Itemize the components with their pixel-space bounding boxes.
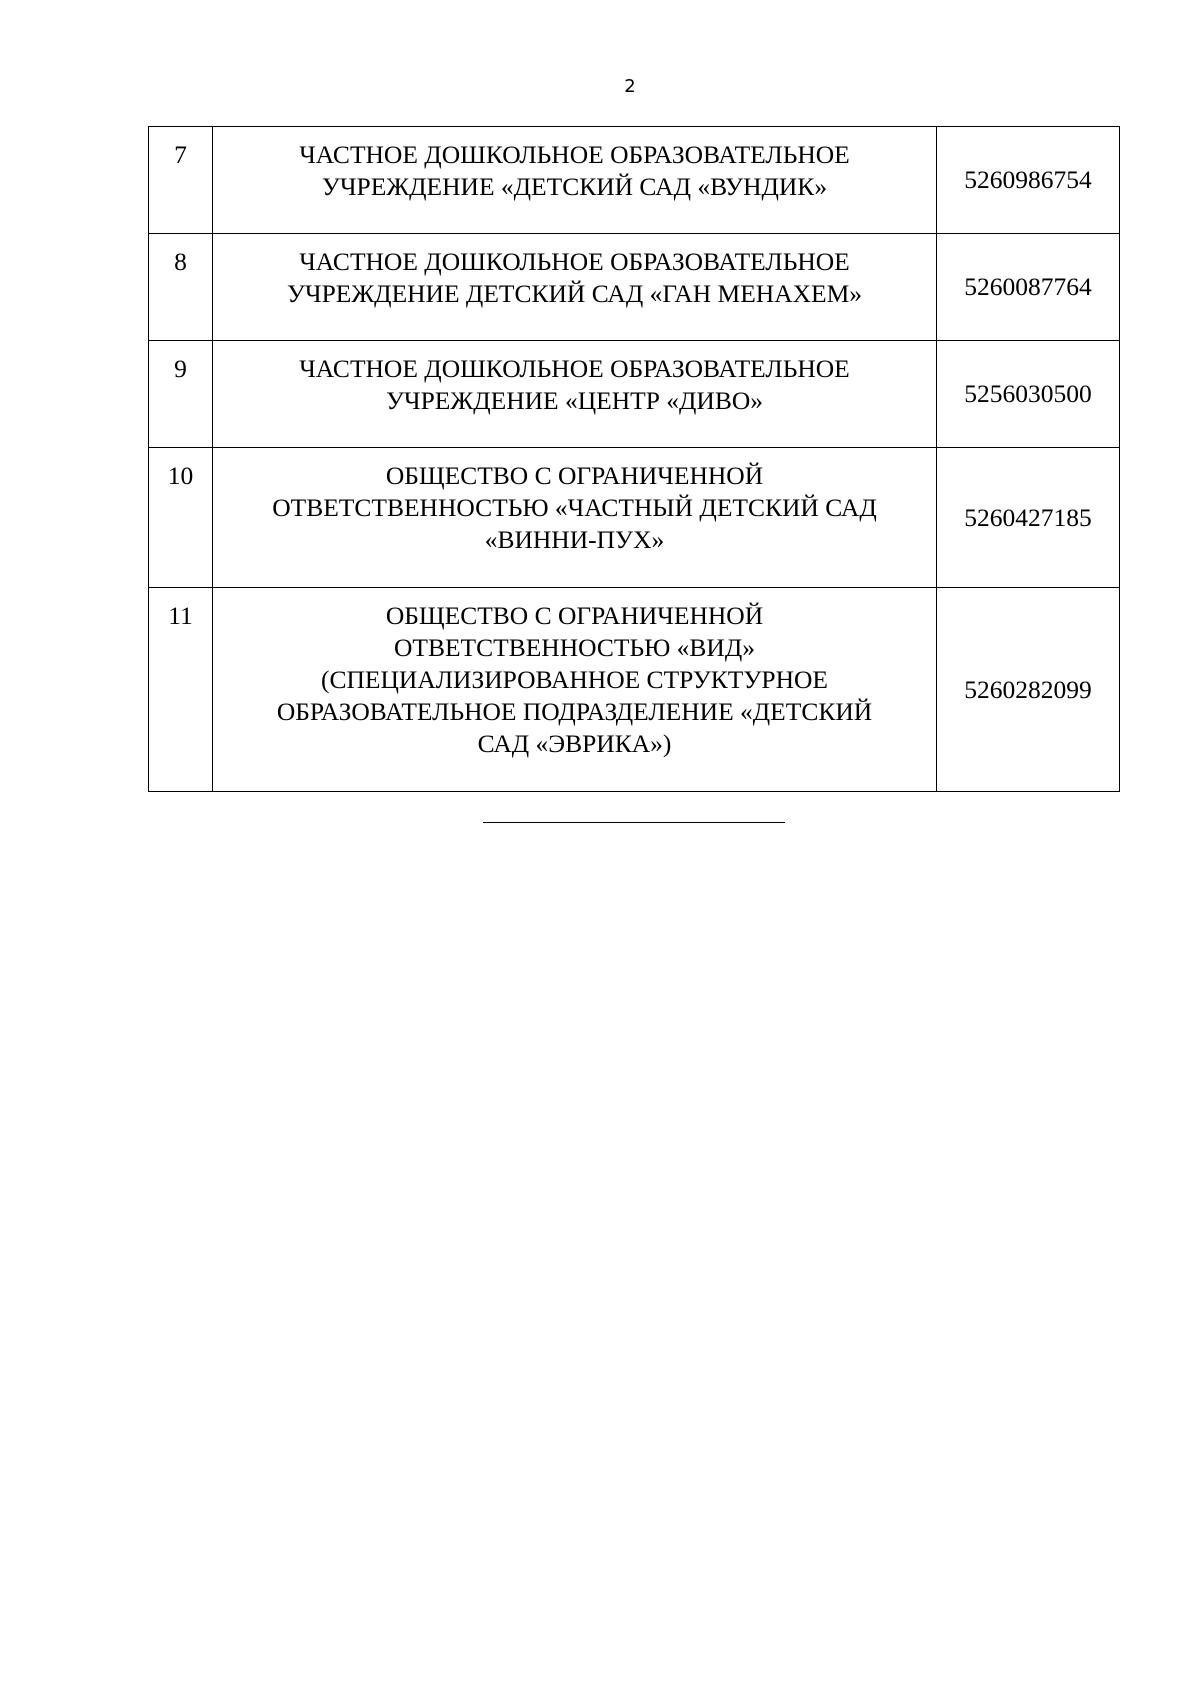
- table-row: [149, 127, 1120, 234]
- organization-name-line: ОБРАЗОВАТЕЛЬНОЕ ПОДРАЗДЕЛЕНИЕ «ДЕТСКИЙ: [276, 697, 873, 726]
- table-row: [149, 588, 1120, 792]
- row-number: 8: [149, 234, 213, 341]
- row-number: 7: [149, 127, 213, 234]
- organization-name-line: ОТВЕТСТВЕННОСТЬЮ «ВИД»: [393, 633, 755, 662]
- organization-name-line: ЧАСТНОЕ ДОШКОЛЬНОЕ ОБРАЗОВАТЕЛЬНОЕ: [299, 247, 850, 276]
- page-number: 2: [624, 76, 636, 97]
- organization-name-line: САД «ЭВРИКА»): [477, 729, 672, 758]
- organization-name-line: УЧРЕЖДЕНИЕ ДЕТСКИЙ САД «ГАН МЕНАХЕМ»: [286, 279, 863, 308]
- organization-inn: 5260986754: [937, 127, 1120, 234]
- organization-name-line: УЧРЕЖДЕНИЕ «ДЕТСКИЙ САД «ВУНДИК»: [321, 172, 828, 201]
- table-row: [149, 234, 1120, 341]
- organization-inn: 5260427185: [937, 448, 1120, 588]
- organization-name-line: ЧАСТНОЕ ДОШКОЛЬНОЕ ОБРАЗОВАТЕЛЬНОЕ: [299, 354, 850, 383]
- organization-name-line: ОБЩЕСТВО С ОГРАНИЧЕННОЙ: [385, 601, 764, 630]
- organization-name: [213, 234, 937, 341]
- organization-name: [213, 341, 937, 448]
- organization-inn: 5260282099: [937, 588, 1120, 792]
- row-number: 9: [149, 341, 213, 448]
- organizations-table: [148, 126, 1120, 792]
- organization-name-line: УЧРЕЖДЕНИЕ «ЦЕНТР «ДИВО»: [385, 386, 763, 415]
- organization-name-line: ЧАСТНОЕ ДОШКОЛЬНОЕ ОБРАЗОВАТЕЛЬНОЕ: [299, 140, 850, 169]
- organization-name: [213, 588, 937, 792]
- row-number: 11: [149, 588, 213, 792]
- organization-name-line: ОТВЕТСТВЕННОСТЬЮ «ЧАСТНЫЙ ДЕТСКИЙ САД: [272, 493, 877, 522]
- table-row: [149, 341, 1120, 448]
- row-number: 10: [149, 448, 213, 588]
- organization-name: [213, 448, 937, 588]
- organization-name-line: ОБЩЕСТВО С ОГРАНИЧЕННОЙ: [385, 461, 764, 490]
- table-row: [149, 448, 1120, 588]
- organization-inn: 5260087764: [937, 234, 1120, 341]
- organization-inn: 5256030500: [937, 341, 1120, 448]
- organization-name: [213, 127, 937, 234]
- organization-name-line: (СПЕЦИАЛИЗИРОВАННОЕ СТРУКТУРНОЕ: [321, 665, 828, 694]
- end-of-document-line: [483, 822, 785, 823]
- organization-name-line: «ВИННИ-ПУХ»: [484, 525, 665, 554]
